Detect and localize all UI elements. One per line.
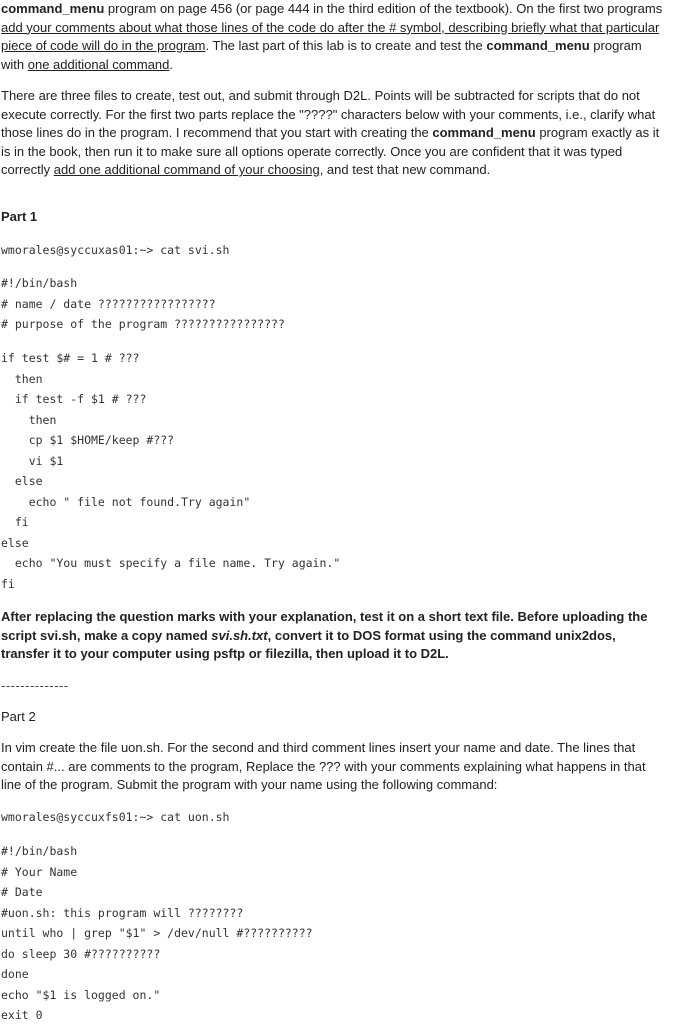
files-paragraph [0, 87, 685, 180]
code-line: # Date [1, 885, 43, 899]
part1-instructions [0, 608, 685, 664]
code-line: then [1, 412, 57, 427]
section-separator: -------------- [1, 678, 69, 693]
intro-text: program on page 456 (or page 444 in the third edition of the textbook). On the first two programs [104, 1, 663, 16]
intro-paragraph [0, 0, 685, 74]
code-line: do sleep 30 #?????????? [1, 946, 161, 961]
part1-instructions-text: After replacing the question marks with your explanation, test it on a short text file. Before uploading the script svi.sh, make a copy named [1, 609, 648, 643]
code-line: if test $# = 1 # ??? [1, 351, 140, 365]
code-line: #uon.sh: this program will ???????? [1, 905, 244, 920]
command-menu-term: command_menu [1, 1, 105, 16]
code-line: then [1, 371, 43, 386]
code-line: exit 0 [1, 1008, 43, 1022]
part2-heading: Part 2 [1, 709, 36, 724]
code-line: else [1, 474, 43, 488]
code-line: if test -f $1 # ??? [1, 392, 147, 406]
code-line: else [1, 535, 29, 550]
code-line: #!/bin/bash [1, 844, 78, 858]
part1-instructions-text: , convert it to DOS format using the command unix2dos, transfer it to your computer using psftp or filezilla, then upload it to D2L. [1, 627, 616, 661]
intro-text: program with [1, 38, 642, 72]
code-line: cp $1 $HOME/keep #??? [1, 433, 175, 447]
code-line: done [1, 967, 29, 981]
svi-txt-filename: svi.sh.txt [211, 627, 268, 643]
part1-heading: Part 1 [1, 209, 38, 224]
files-text: program exactly as it is in the book, then run it to make sure all options operate correctly. Once you are confident that it was typed correctly [1, 125, 660, 177]
part1-script-code [1, 348, 340, 594]
part2-prompt: wmorales@syccuxfs01:~> cat uon.sh [1, 810, 230, 824]
code-line: until who | grep "$1" > /dev/null #?????????? [1, 926, 313, 940]
code-line: fi [1, 515, 29, 529]
code-line: # purpose of the program ???????????????? [1, 317, 285, 331]
code-line: echo "You must specify a file name. Try again." [1, 556, 341, 570]
intro-text: . The last part of this lab is to create and test the [205, 38, 487, 53]
part2-script-code [1, 841, 313, 1026]
one-additional-command: one additional command [27, 56, 170, 72]
code-line: fi [1, 576, 15, 591]
intro-text: . [169, 56, 174, 72]
add-command-underlined: add one additional command of your choosing [53, 162, 320, 177]
command-menu-term: command_menu [486, 38, 590, 53]
part2-description: In vim create the file uon.sh. For the second and third comment lines insert your name and date. The lines that contain #... are comments to the program, Replace the ??? with your comments explaining what happens in that line of the program. Submit the program with your name using the following command: [1, 740, 646, 792]
code-line: # name / date ????????????????? [1, 296, 216, 311]
part1-prompt: wmorales@syccuxas01:~> cat svi.sh [1, 243, 230, 257]
part1-header-code [1, 273, 285, 335]
code-line: echo "$1 is logged on." [1, 987, 161, 1002]
files-text: There are three files to create, test out, and submit through D2L. Points will be subtracted for scripts that do not execute correctly. For the first two parts replace the "????" characters below with your comments, i.e., clarify what those lines do in the program. I recommend that you start with creating the [1, 88, 656, 140]
code-line: vi $1 [1, 453, 64, 468]
files-text: , and test that new command. [319, 162, 491, 177]
instruction-underlined: add your comments about what those lines of the code do after the # symbol, describing briefly what that particular piece of code will do in the program [1, 19, 660, 53]
code-line: #!/bin/bash [1, 276, 78, 290]
code-line: echo " file not found.Try again" [1, 494, 251, 509]
command-menu-term: command_menu [432, 125, 536, 140]
code-line: # Your Name [1, 864, 78, 879]
